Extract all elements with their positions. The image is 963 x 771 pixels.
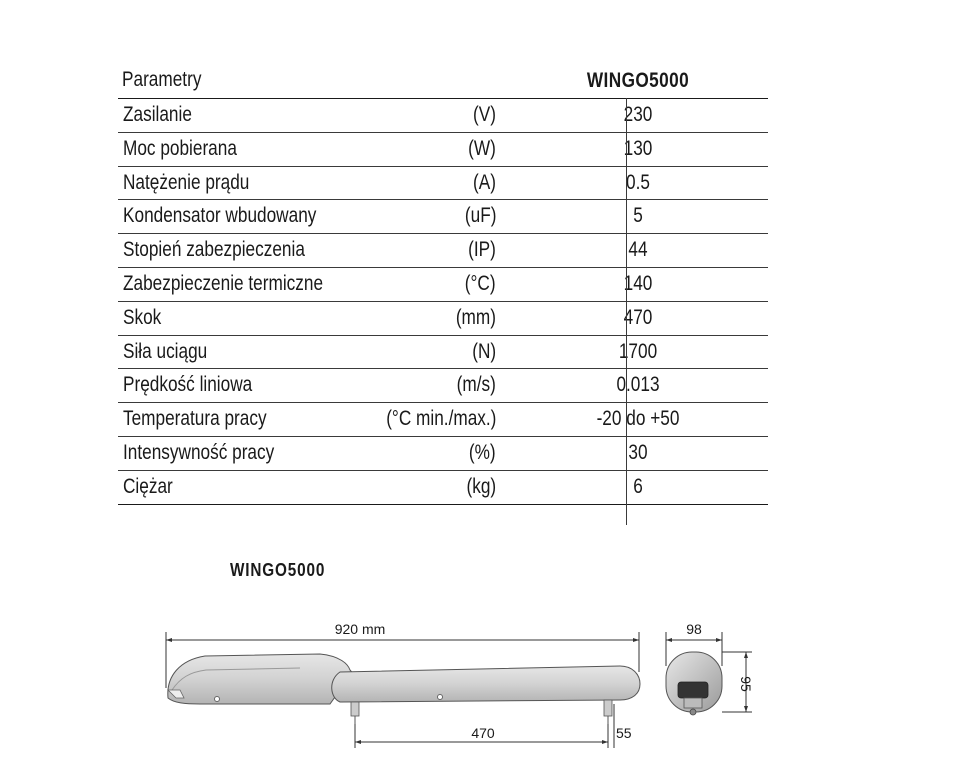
header-label: Parametry: [122, 68, 202, 91]
actuator-end-view: [666, 632, 752, 715]
param-value: 44: [628, 238, 648, 262]
param-name: Temperatura pracy: [123, 407, 267, 431]
drawing-title: WINGO5000: [230, 560, 326, 580]
param-name: Zabezpieczenie termiczne: [123, 271, 324, 295]
dim-offset-label: 55: [616, 725, 632, 741]
dim-height-label: 95: [738, 676, 754, 692]
mount-pin-rear: [604, 700, 612, 724]
param-value: 30: [628, 440, 648, 464]
mount-pin-front: [351, 702, 359, 724]
table-row: [118, 268, 768, 302]
param-value: 0.013: [616, 373, 660, 397]
param-unit: (m/s): [456, 373, 496, 397]
table-row: [118, 133, 768, 167]
table-row: [118, 336, 768, 370]
param-unit: (%): [469, 440, 496, 464]
dim-stroke-label: 470: [471, 725, 495, 741]
param-name: Natężenie prądu: [123, 170, 250, 194]
param-unit: (°C min./max.): [385, 407, 496, 431]
param-unit: (V): [473, 103, 496, 126]
param-unit: (mm): [455, 305, 496, 329]
table-row: [118, 403, 768, 437]
param-value: 470: [623, 305, 653, 329]
table-row: [118, 471, 768, 505]
param-name: Skok: [123, 305, 162, 329]
table-header: [118, 64, 768, 99]
actuator-motor-housing: [168, 654, 355, 704]
param-unit: (A): [473, 170, 496, 194]
table-body: [118, 99, 768, 505]
param-unit: (W): [468, 136, 496, 160]
param-name: Stopień zabezpieczenia: [123, 238, 305, 262]
param-value: 230: [623, 103, 653, 126]
dim-length-label: 920 mm: [334, 621, 386, 637]
param-unit: (N): [472, 339, 496, 363]
param-unit: (uF): [464, 204, 496, 228]
header-model: WINGO5000: [586, 69, 690, 92]
param-value: 6: [633, 474, 643, 498]
table-row: [118, 99, 768, 133]
param-value: 1700: [618, 339, 658, 363]
param-name: Intensywność pracy: [123, 440, 275, 464]
param-value: 130: [623, 136, 653, 160]
param-name: Moc pobierana: [123, 136, 237, 160]
actuator-tube: [332, 666, 640, 702]
param-name: Ciężar: [123, 474, 173, 498]
table-row: [118, 369, 768, 403]
param-value: 140: [623, 271, 653, 295]
param-name: Zasilanie: [123, 103, 192, 126]
table-row: [118, 234, 768, 268]
table-row: [118, 167, 768, 201]
table-row: [118, 200, 768, 234]
param-unit: (IP): [468, 238, 496, 262]
spec-table: [118, 64, 768, 505]
param-name: Prędkość liniowa: [123, 373, 253, 397]
technical-drawing: [0, 600, 963, 771]
param-name: Kondensator wbudowany: [123, 204, 317, 228]
param-unit: (kg): [466, 474, 496, 498]
table-row: [118, 302, 768, 336]
param-unit: (°C): [465, 271, 496, 295]
param-value: -20 do +50: [596, 407, 680, 431]
table-row: [118, 437, 768, 471]
param-name: Siła uciągu: [123, 339, 208, 363]
param-value: 0.5: [626, 170, 650, 194]
param-value: 5: [633, 204, 643, 228]
column-divider: [626, 98, 627, 525]
dim-width-label: 98: [686, 621, 702, 637]
